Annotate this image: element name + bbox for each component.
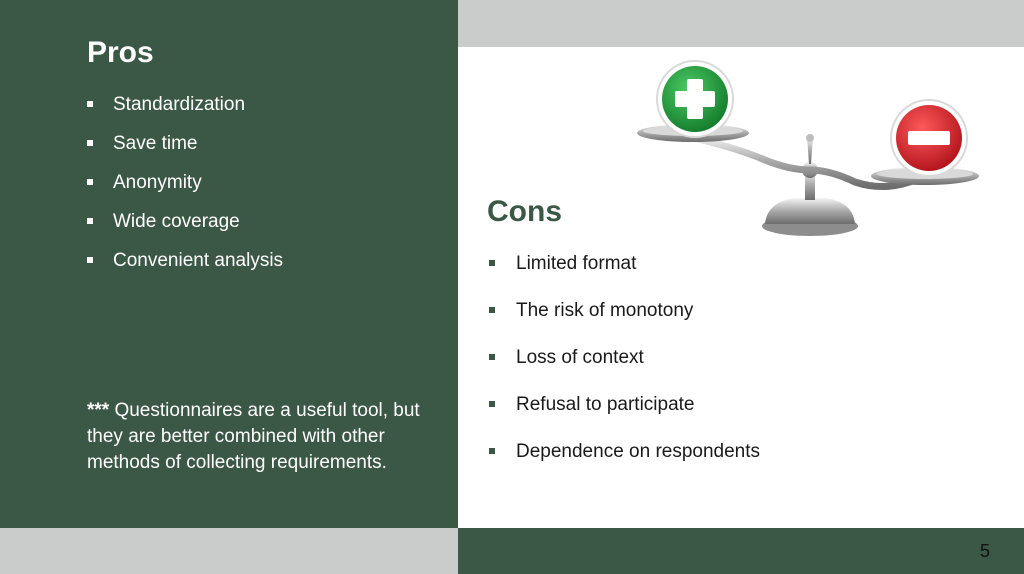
- bullet-square-icon: [87, 218, 93, 224]
- cons-item-label: Limited format: [516, 253, 637, 274]
- pros-list-item: [87, 94, 283, 133]
- cons-item-label: The risk of monotony: [516, 300, 694, 321]
- footer-bar: [458, 528, 1024, 574]
- pros-panel: [0, 0, 458, 528]
- bullet-square-icon: [87, 257, 93, 263]
- summary-note: [87, 398, 427, 476]
- balance-scale-image: [615, 52, 1015, 252]
- bullet-square-icon: [489, 401, 495, 407]
- pros-item-label: Standardization: [113, 94, 246, 115]
- cons-list-item: [489, 300, 760, 347]
- note-text: Questionnaires are a useful tool, but they are better combined with other methods of collecting requirements.: [87, 400, 420, 473]
- cons-list-item: [489, 347, 760, 394]
- cons-list-item: [489, 253, 760, 300]
- cons-item-label: Loss of context: [516, 347, 644, 368]
- cons-list-item: [489, 394, 760, 441]
- bullet-square-icon: [489, 448, 495, 454]
- pros-item-label: Anonymity: [113, 172, 202, 193]
- cons-title: Cons: [487, 195, 562, 228]
- plus-icon: [657, 61, 733, 137]
- cons-item-label: Refusal to participate: [516, 394, 695, 415]
- cons-list-item: [489, 441, 760, 488]
- pros-item-label: Convenient analysis: [113, 250, 284, 271]
- pros-list-item: [87, 133, 283, 172]
- bottom-decorative-bar: [0, 528, 458, 574]
- pros-title: Pros: [87, 36, 154, 69]
- note-prefix: ***: [87, 400, 110, 421]
- pros-list-item: [87, 250, 283, 289]
- pros-list: [87, 94, 283, 289]
- bullet-square-icon: [87, 179, 93, 185]
- page-number: 5: [979, 541, 990, 561]
- pros-list-item: [87, 172, 283, 211]
- pros-item-label: Wide coverage: [113, 211, 240, 232]
- cons-item-label: Dependence on respondents: [516, 441, 761, 462]
- bullet-square-icon: [87, 140, 93, 146]
- minus-icon: [891, 100, 967, 176]
- bullet-square-icon: [489, 307, 495, 313]
- pros-list-item: [87, 211, 283, 250]
- top-decorative-bar: [458, 0, 1024, 47]
- pros-item-label: Save time: [113, 133, 198, 154]
- bullet-square-icon: [489, 260, 495, 266]
- bullet-square-icon: [489, 354, 495, 360]
- bullet-square-icon: [87, 101, 93, 107]
- cons-list: [489, 253, 760, 488]
